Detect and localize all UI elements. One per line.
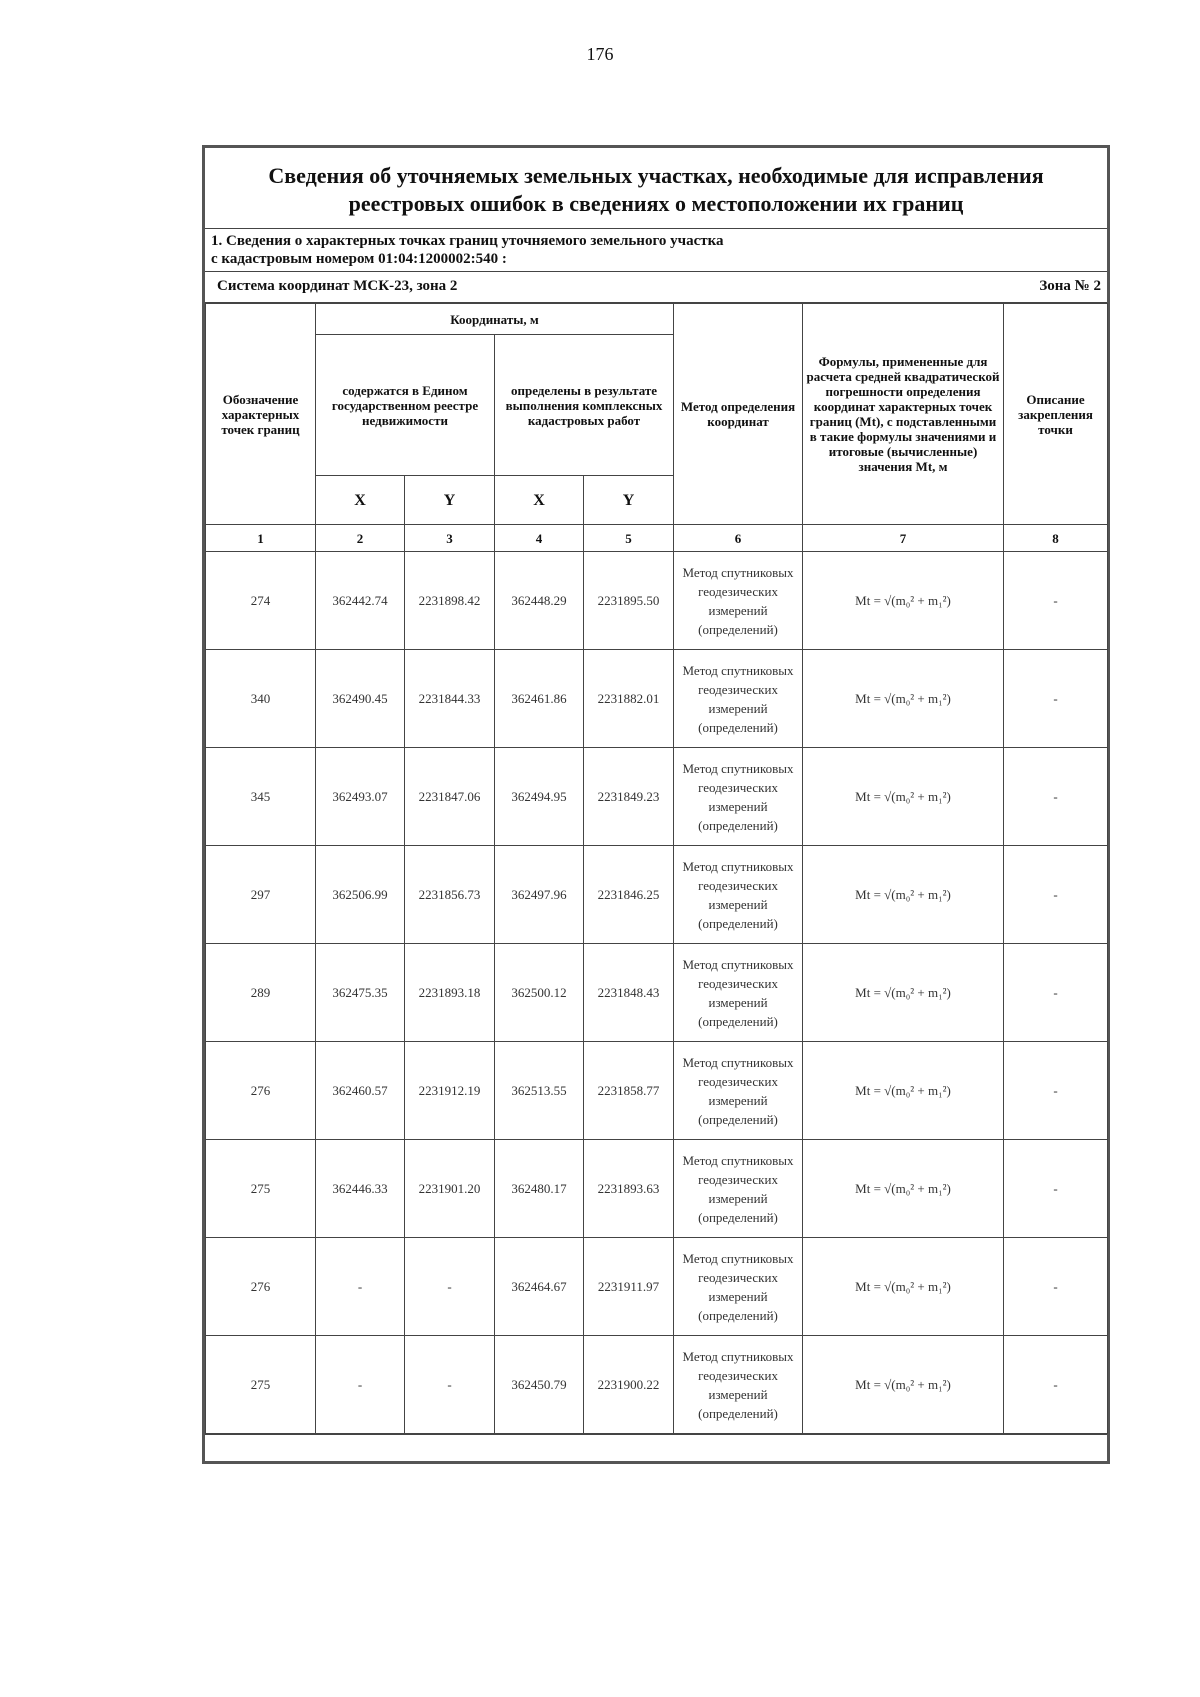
x-egrn: 362442.74	[316, 552, 405, 650]
header-point: Обозначение характерных точек границ	[206, 304, 316, 525]
zone-label: Зона № 2	[1039, 278, 1101, 294]
x-cadastral: 362448.29	[495, 552, 584, 650]
table-row	[206, 748, 1108, 846]
table-row	[206, 1336, 1108, 1434]
point-id: 276	[206, 1238, 316, 1336]
point-id: 274	[206, 552, 316, 650]
column-number: 3	[405, 525, 495, 552]
formula-cell: Mt = √(m₀² + m₁²)	[803, 1042, 1004, 1140]
y-cadastral: 2231882.01	[584, 650, 674, 748]
column-number: 1	[206, 525, 316, 552]
formula-cell: Mt = √(m₀² + m₁²)	[803, 944, 1004, 1042]
header-fixing: Описание закрепления точки	[1004, 304, 1108, 525]
table-row	[206, 1140, 1108, 1238]
table-row	[206, 1238, 1108, 1336]
x-cadastral: 362497.96	[495, 846, 584, 944]
x-cadastral: 362513.55	[495, 1042, 584, 1140]
y-egrn: 2231844.33	[405, 650, 495, 748]
column-number: 8	[1004, 525, 1108, 552]
x-egrn: -	[316, 1238, 405, 1336]
x-cadastral: 362494.95	[495, 748, 584, 846]
point-id: 276	[206, 1042, 316, 1140]
y-egrn: -	[405, 1238, 495, 1336]
x-egrn: 362446.33	[316, 1140, 405, 1238]
y-cadastral: 2231893.63	[584, 1140, 674, 1238]
y-egrn: 2231901.20	[405, 1140, 495, 1238]
header-method: Метод определения координат	[674, 304, 803, 525]
y-cadastral: 2231849.23	[584, 748, 674, 846]
y-egrn: 2231898.42	[405, 552, 495, 650]
column-number: 5	[584, 525, 674, 552]
x-cadastral: 362480.17	[495, 1140, 584, 1238]
column-number: 2	[316, 525, 405, 552]
header-formula: Формулы, примененные для расчета средней квадратической погрешности определения координат характерных точек границ (Mt), с подставленными в такие формулы значениями и итоговые (вычисленные) значения Mt, м	[803, 304, 1004, 525]
header-x-egrn: X	[316, 476, 405, 525]
fixing-cell: -	[1004, 650, 1108, 748]
coord-system-label: Система координат МСК-23, зона 2	[217, 278, 458, 294]
table-row	[206, 650, 1108, 748]
header-y-cadastral: Y	[584, 476, 674, 525]
formula-cell: Mt = √(m₀² + m₁²)	[803, 650, 1004, 748]
fixing-cell: -	[1004, 1140, 1108, 1238]
y-cadastral: 2231858.77	[584, 1042, 674, 1140]
formula-cell: Mt = √(m₀² + m₁²)	[803, 846, 1004, 944]
fixing-cell: -	[1004, 1042, 1108, 1140]
document-title: Сведения об уточняемых земельных участках, необходимые для исправления реестровых ошибок в сведениях о местоположении их границ	[205, 148, 1107, 229]
y-cadastral: 2231846.25	[584, 846, 674, 944]
y-egrn: 2231847.06	[405, 748, 495, 846]
y-egrn: 2231893.18	[405, 944, 495, 1042]
x-egrn: 362493.07	[316, 748, 405, 846]
header-coordinates: Координаты, м	[316, 304, 674, 335]
table-row	[206, 1042, 1108, 1140]
column-number: 6	[674, 525, 803, 552]
point-id: 297	[206, 846, 316, 944]
column-number: 7	[803, 525, 1004, 552]
fixing-cell: -	[1004, 1238, 1108, 1336]
method-cell: Метод спутниковых геодезических измерений (определений)	[674, 1238, 803, 1336]
section-heading-line2: с кадастровым номером 01:04:1200002:540 :	[211, 251, 507, 267]
fixing-cell: -	[1004, 552, 1108, 650]
fixing-cell: -	[1004, 944, 1108, 1042]
x-cadastral: 362450.79	[495, 1336, 584, 1434]
y-cadastral: 2231900.22	[584, 1336, 674, 1434]
column-number: 4	[495, 525, 584, 552]
x-cadastral: 362500.12	[495, 944, 584, 1042]
method-cell: Метод спутниковых геодезических измерений (определений)	[674, 552, 803, 650]
formula-cell: Mt = √(m₀² + m₁²)	[803, 1238, 1004, 1336]
document-frame	[202, 145, 1110, 1464]
method-cell: Метод спутниковых геодезических измерений (определений)	[674, 1042, 803, 1140]
header-y-egrn: Y	[405, 476, 495, 525]
table-row	[206, 846, 1108, 944]
y-cadastral: 2231895.50	[584, 552, 674, 650]
point-id: 345	[206, 748, 316, 846]
fixing-cell: -	[1004, 846, 1108, 944]
coordinates-table	[205, 303, 1108, 1434]
section-heading-line1: 1. Сведения о характерных точках границ уточняемого земельного участка	[211, 233, 724, 249]
table-row	[206, 552, 1108, 650]
x-cadastral: 362464.67	[495, 1238, 584, 1336]
header-cadastral: определены в результате выполнения комплексных кадастровых работ	[495, 335, 674, 476]
point-id: 275	[206, 1140, 316, 1238]
formula-cell: Mt = √(m₀² + m₁²)	[803, 748, 1004, 846]
y-egrn: -	[405, 1336, 495, 1434]
formula-cell: Mt = √(m₀² + m₁²)	[803, 1140, 1004, 1238]
method-cell: Метод спутниковых геодезических измерений (определений)	[674, 944, 803, 1042]
coord-system-bar	[205, 272, 1107, 303]
point-id: 340	[206, 650, 316, 748]
method-cell: Метод спутниковых геодезических измерений (определений)	[674, 846, 803, 944]
x-egrn: 362506.99	[316, 846, 405, 944]
method-cell: Метод спутниковых геодезических измерений (определений)	[674, 1140, 803, 1238]
point-id: 275	[206, 1336, 316, 1434]
header-egrn: содержатся в Едином государственном реестре недвижимости	[316, 335, 495, 476]
method-cell: Метод спутниковых геодезических измерений (определений)	[674, 748, 803, 846]
y-cadastral: 2231911.97	[584, 1238, 674, 1336]
y-egrn: 2231856.73	[405, 846, 495, 944]
formula-cell: Mt = √(m₀² + m₁²)	[803, 1336, 1004, 1434]
fixing-cell: -	[1004, 748, 1108, 846]
x-egrn: 362460.57	[316, 1042, 405, 1140]
header-x-cadastral: X	[495, 476, 584, 525]
x-cadastral: 362461.86	[495, 650, 584, 748]
point-id: 289	[206, 944, 316, 1042]
section-heading	[205, 229, 1107, 272]
x-egrn: -	[316, 1336, 405, 1434]
table-footer-row	[205, 1434, 1107, 1461]
y-egrn: 2231912.19	[405, 1042, 495, 1140]
method-cell: Метод спутниковых геодезических измерений (определений)	[674, 1336, 803, 1434]
fixing-cell: -	[1004, 1336, 1108, 1434]
table-row	[206, 944, 1108, 1042]
x-egrn: 362490.45	[316, 650, 405, 748]
x-egrn: 362475.35	[316, 944, 405, 1042]
method-cell: Метод спутниковых геодезических измерений (определений)	[674, 650, 803, 748]
y-cadastral: 2231848.43	[584, 944, 674, 1042]
page-number: 176	[586, 44, 614, 64]
formula-cell: Mt = √(m₀² + m₁²)	[803, 552, 1004, 650]
